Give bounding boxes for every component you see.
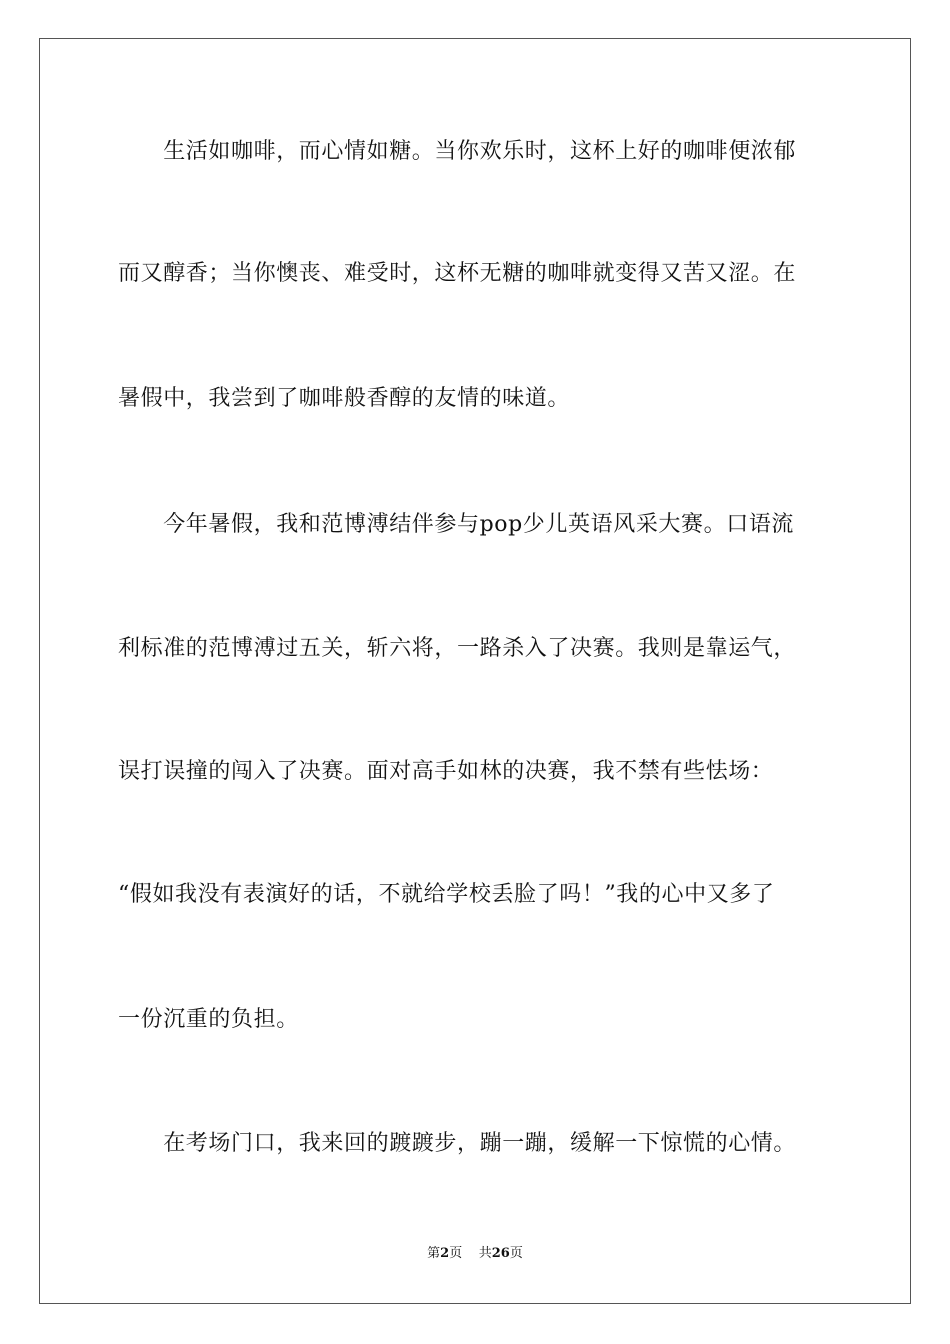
text-line-7: “假如我没有表演好的话，不就给学校丢脸了吗！”我的心中又多了 — [118, 882, 775, 907]
page-border — [39, 38, 911, 1304]
text-line-5: 利标准的范博溥过五关，斩六将，一路杀入了决赛。我则是靠运气， — [118, 636, 797, 661]
total-suffix: 页 — [509, 1246, 523, 1261]
page-suffix: 页 — [449, 1246, 463, 1261]
total-pages: 26 — [491, 1246, 510, 1261]
text-line-1: 生活如咖啡，而心情如糖。当你欢乐时，这杯上好的咖啡便浓郁 — [118, 139, 797, 164]
text-line-6: 误打误撞的闯入了决赛。面对高手如林的决赛，我不禁有些怯场： — [118, 759, 774, 784]
page-number: 2 — [440, 1246, 450, 1261]
text-line-4: 今年暑假，我和范博溥结伴参与pop少儿英语风采大赛。口语流 — [118, 512, 795, 537]
text-line-9: 在考场门口，我来回的踱踱步，蹦一蹦，缓解一下惊慌的心情。 — [118, 1131, 797, 1156]
page-footer — [0, 1245, 950, 1263]
total-prefix: 共 — [478, 1246, 492, 1261]
text-line-8: 一份沉重的负担。 — [118, 1007, 299, 1032]
text-line-2: 而又醇香；当你懊丧、难受时，这杯无糖的咖啡就变得又苦又涩。在 — [118, 261, 797, 286]
text-line-3: 暑假中，我尝到了咖啡般香醇的友情的味道。 — [118, 386, 571, 411]
page-prefix: 第 — [427, 1246, 441, 1261]
